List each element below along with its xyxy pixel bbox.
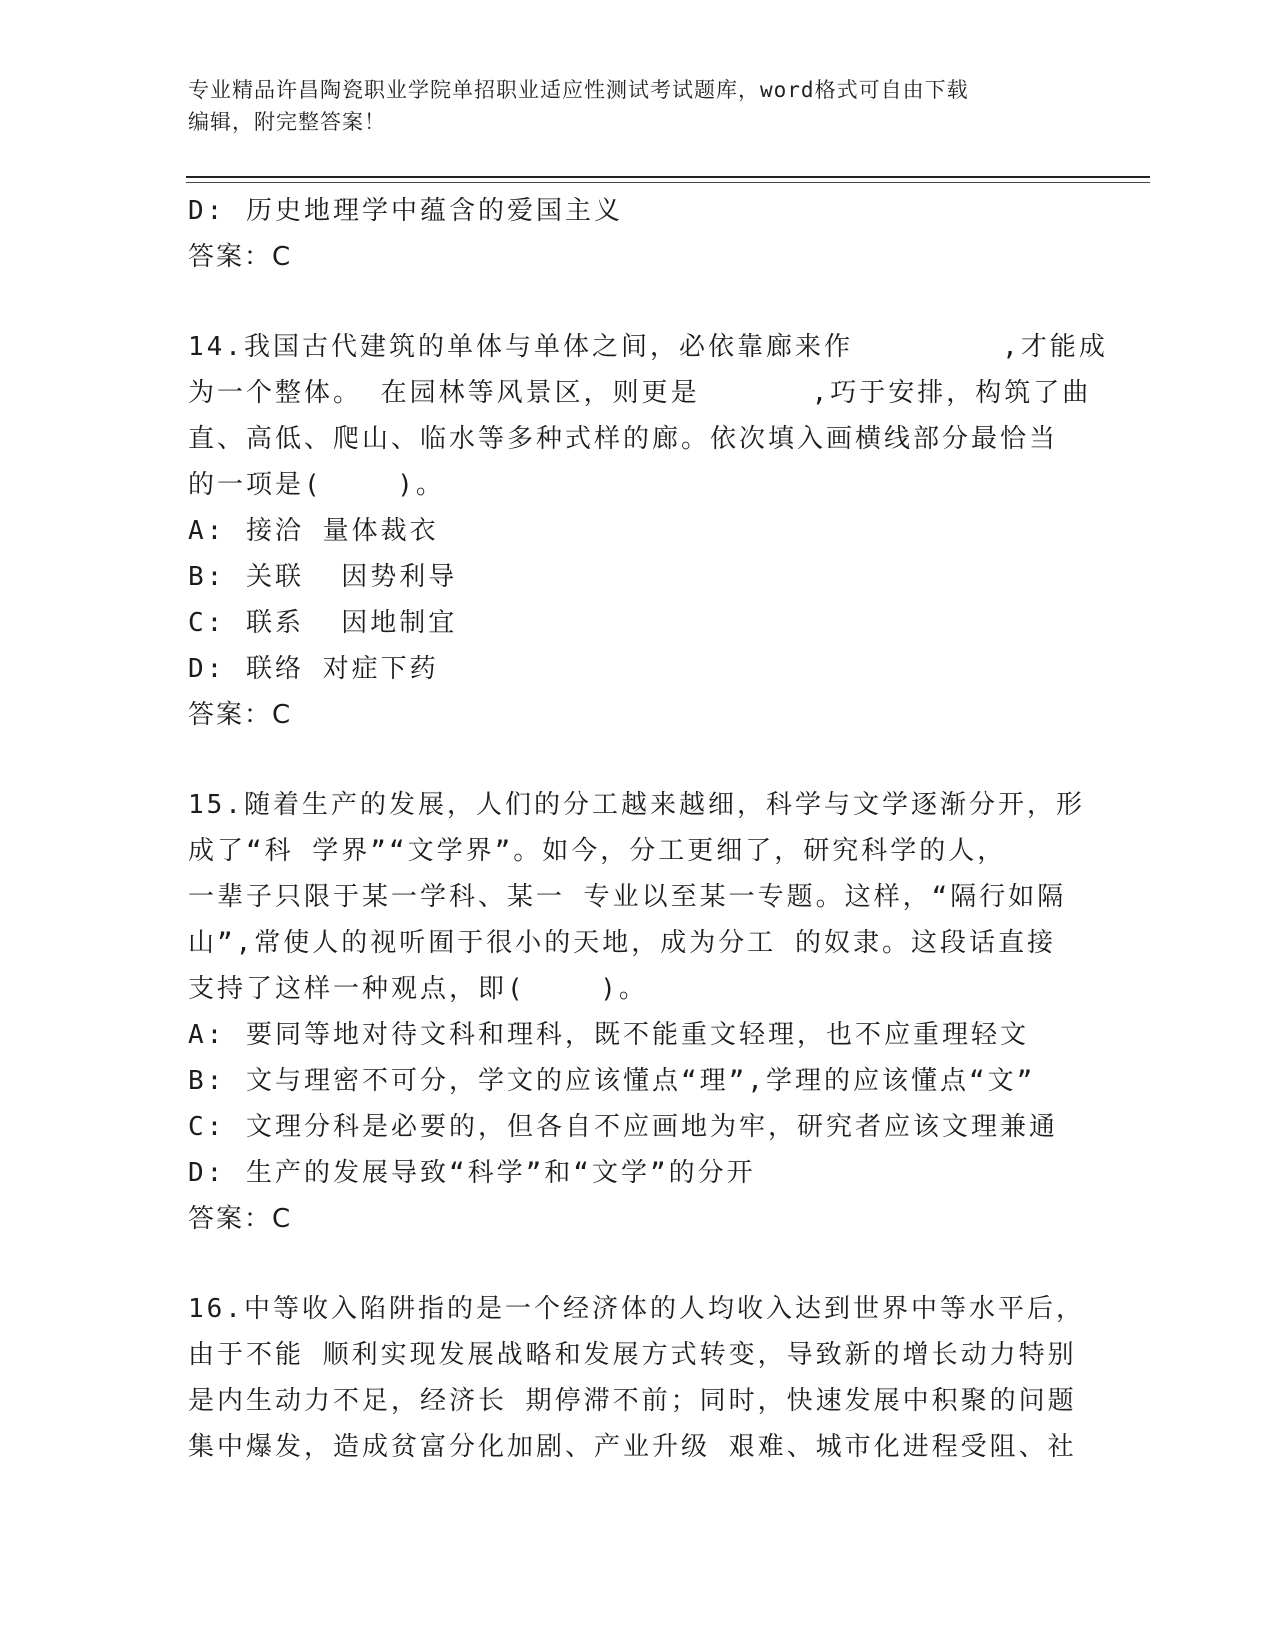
option-text: 接洽 量体裁衣 bbox=[246, 516, 439, 546]
question-text-line: 14.我国古代建筑的单体与单体之间，必依靠廊来作 ,才能成 bbox=[188, 332, 1108, 362]
question-text-line: 支持了这样一种观点，即( )。 bbox=[188, 974, 648, 1004]
header-divider-thick bbox=[186, 176, 1150, 178]
option-text: 联络 对症下药 bbox=[246, 654, 439, 684]
answer-line: 答案：C bbox=[188, 700, 293, 730]
question-15 bbox=[188, 782, 1088, 1242]
spacer bbox=[188, 1242, 1088, 1286]
question-text-line: 的一项是( )。 bbox=[188, 470, 445, 500]
option-text: 生产的发展导致“科学”和“文学”的分开 bbox=[246, 1158, 756, 1188]
option-text: 历史地理学中蕴含的爱国主义 bbox=[246, 196, 624, 226]
option-key: A: bbox=[188, 516, 226, 546]
header-divider-thin bbox=[186, 182, 1150, 183]
question-text-line: 山”,常使人的视听囿于很小的天地，成为分工 的奴隶。这段话直接 bbox=[188, 928, 1056, 958]
option-key: C: bbox=[188, 1112, 226, 1142]
option-c bbox=[188, 600, 1088, 646]
option-key: D: bbox=[188, 1158, 226, 1188]
header-line-1: 专业精品许昌陶瓷职业学院单招职业适应性测试考试题库，word格式可自由下载 bbox=[188, 78, 969, 102]
option-a bbox=[188, 1012, 1088, 1058]
question-text-line: 直、高低、爬山、临水等多种式样的廊。依次填入画横线部分最恰当 bbox=[188, 424, 1059, 454]
option-text: 要同等地对待文科和理科，既不能重文轻理，也不应重理轻文 bbox=[246, 1020, 1030, 1050]
option-d bbox=[188, 188, 1088, 234]
header-line-2: 编辑，附完整答案！ bbox=[188, 110, 386, 134]
option-b bbox=[188, 1058, 1088, 1104]
option-key: B: bbox=[188, 1066, 226, 1096]
question-14 bbox=[188, 324, 1108, 738]
option-text: 关联 因势利导 bbox=[246, 562, 458, 592]
answer-line: 答案：C bbox=[188, 242, 293, 272]
question-text-line: 为一个整体。 在园林等风景区，则更是 ,巧于安排，构筑了曲 bbox=[188, 378, 1092, 408]
option-c bbox=[188, 1104, 1088, 1150]
option-key: C: bbox=[188, 608, 226, 638]
option-key: A: bbox=[188, 1020, 226, 1050]
option-key: D: bbox=[188, 196, 226, 226]
question-text-line: 一辈子只限于某一学科、某一 专业以至某一专题。这样，“隔行如隔 bbox=[188, 882, 1067, 912]
spacer bbox=[188, 280, 1088, 324]
question-text-line: 由于不能 顺利实现发展战略和发展方式转变，导致新的增长动力特别 bbox=[188, 1340, 1077, 1370]
question-16 bbox=[188, 1286, 1088, 1470]
question-text-line: 成了“科 学界”“文学界”。如今，分工更细了，研究科学的人， bbox=[188, 836, 1007, 866]
option-d bbox=[188, 646, 1088, 692]
question-text-line: 15.随着生产的发展，人们的分工越来越细，科学与文学逐渐分开，形 bbox=[188, 790, 1085, 820]
question-text-line: 集中爆发，造成贫富分化加剧、产业升级 艰难、城市化进程受阻、社 bbox=[188, 1432, 1077, 1462]
option-text: 文与理密不可分，学文的应该懂点“理”,学理的应该懂点“文” bbox=[246, 1066, 1036, 1096]
document-body bbox=[188, 188, 1108, 1470]
question-text-line: 16.中等收入陷阱指的是一个经济体的人均收入达到世界中等水平后， bbox=[188, 1294, 1085, 1324]
option-d bbox=[188, 1150, 1088, 1196]
question-text-line: 是内生动力不足，经济长 期停滞不前；同时，快速发展中积聚的问题 bbox=[188, 1386, 1077, 1416]
answer-line: 答案：C bbox=[188, 1204, 293, 1234]
option-a bbox=[188, 508, 1088, 554]
option-key: D: bbox=[188, 654, 226, 684]
option-key: B: bbox=[188, 562, 226, 592]
option-b bbox=[188, 554, 1088, 600]
spacer bbox=[188, 738, 1088, 782]
option-text: 文理分科是必要的，但各自不应画地为牢，研究者应该文理兼通 bbox=[246, 1112, 1059, 1142]
option-text: 联系 因地制宜 bbox=[246, 608, 458, 638]
question-13-tail bbox=[188, 188, 1088, 280]
page-header bbox=[188, 74, 1088, 138]
